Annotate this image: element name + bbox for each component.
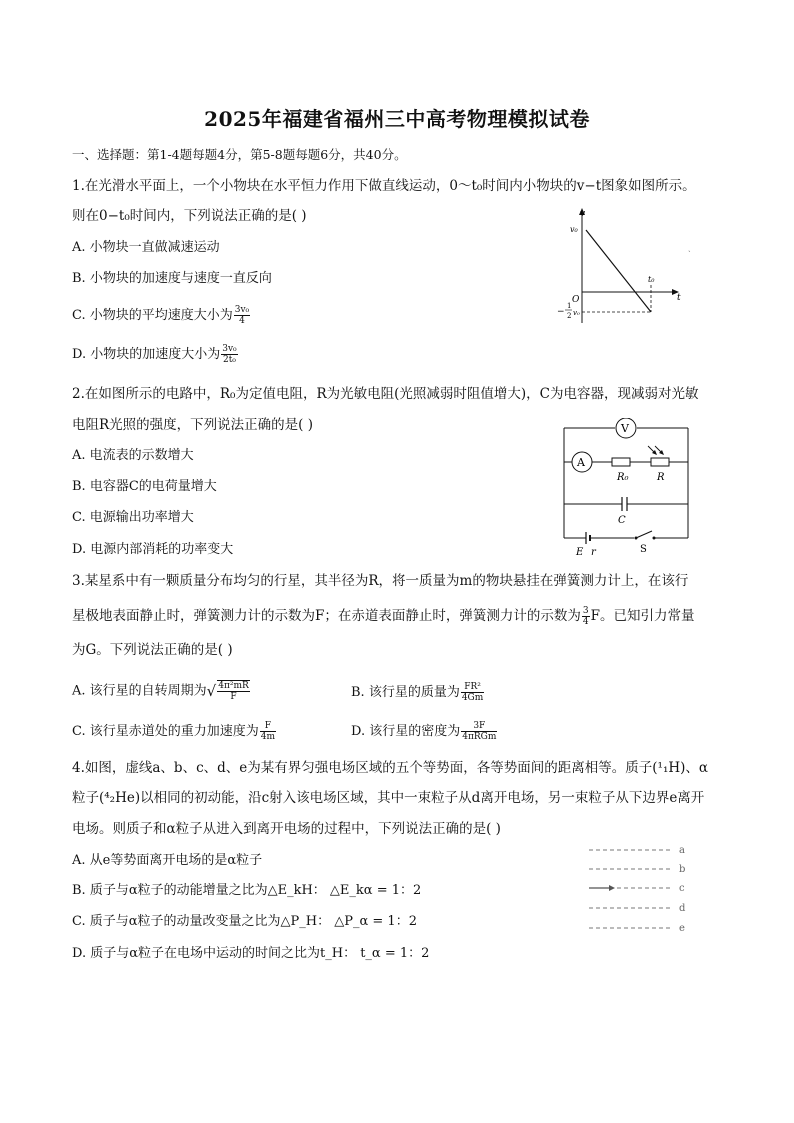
q1-c-den: 4 — [239, 316, 245, 326]
q3-option-c-text: C. 该行星赤道处的重力加速度为 — [72, 724, 259, 739]
q1-stem-line1: 1.在光滑水平面上，一个小物块在水平恒力作用下做直线运动，0～t₀时间内小物块的v−t图象如图所示。 — [72, 178, 696, 194]
q1-vt-graph — [548, 205, 698, 330]
q3-stem-fraction — [582, 606, 590, 627]
q1-option-c — [72, 305, 251, 326]
emf-label: E — [576, 547, 584, 558]
switch-label: S — [640, 544, 647, 555]
half-den: 2 — [567, 312, 572, 320]
r0-resistor-icon — [612, 458, 630, 466]
q3-stem-line2-a: 星极地表面静止时，弹簧测力计的示数为F；在赤道表面静止时，弹簧测力计的示数为 — [72, 608, 581, 624]
q3-option-b-text: B. 该行星的质量为 — [351, 685, 460, 700]
q1-c-num: 3v₀ — [234, 305, 250, 315]
vt-line — [586, 230, 651, 312]
q3-a-den: F — [230, 692, 237, 702]
v0-label: v₀ — [570, 225, 578, 234]
label-d: d — [679, 903, 686, 914]
label-b: b — [679, 864, 686, 875]
q3-d-den: 4πRGm — [462, 732, 497, 742]
page-title: 2025年福建省福州三中高考物理模拟试卷 — [204, 107, 590, 131]
neg-sign: − — [557, 307, 565, 317]
q3-option-d-fraction — [461, 721, 497, 742]
q3-option-d — [351, 721, 498, 742]
section-header: 一、选择题：第1-4题每题4分，第5-8题每题6分，共40分。 — [72, 147, 407, 162]
sqrt-icon: √ — [206, 682, 217, 700]
q3-b-den: 4Gm — [461, 693, 484, 703]
voltmeter-label: V — [621, 422, 629, 435]
q1-option-b: B. 小物块的加速度与速度一直反向 — [72, 271, 272, 286]
q1-stem-line2: 则在0−t₀时间内，下列说法正确的是( ) — [72, 208, 307, 224]
half-num: 1 — [567, 302, 572, 310]
q4-option-a: A. 从e等势面离开电场的是α粒子 — [72, 853, 263, 868]
q1-d-den: 2t₀ — [222, 355, 236, 365]
q2-option-d: D. 电源内部消耗的功率变大 — [72, 542, 234, 557]
particle-arrow-icon — [609, 885, 615, 891]
q2-stem-line2: 电阻R光照的强度，下列说法正确的是( ) — [72, 417, 313, 433]
q3-c-num: F — [260, 721, 276, 732]
q3-stem-line1: 3.某星系中有一颗质量分布均匀的行星，其半径为R，将一质量为m的物块悬挂在弹簧测力计上，在该行 — [72, 573, 689, 589]
q1-option-c-fraction — [234, 305, 250, 326]
q1-option-d-text: D. 小物块的加速度大小为 — [72, 347, 221, 362]
q1-option-c-text: C. 小物块的平均速度大小为 — [72, 308, 233, 323]
neg-v0-label: v₀ — [573, 309, 580, 317]
v-axis-label: v — [580, 209, 586, 219]
q1-option-d-fraction — [221, 344, 237, 365]
r0-label: R₀ — [617, 472, 629, 483]
q1-option-d — [72, 344, 239, 365]
q3-option-a — [72, 680, 251, 702]
q2-option-c: C. 电源输出功率增大 — [72, 510, 194, 525]
q3-option-c-fraction — [260, 721, 276, 742]
q3-option-a-text: A. 该行星的自转周期为 — [72, 683, 207, 699]
q2-option-a: A. 电流表的示数增大 — [72, 448, 194, 463]
q3-stem-num: 3 — [582, 606, 589, 616]
r-label: R — [657, 472, 665, 483]
q3-stem-line2 — [72, 606, 694, 627]
q3-option-b-fraction — [461, 682, 484, 703]
t0-label: t₀ — [648, 275, 655, 284]
q2-circuit-diagram — [558, 418, 693, 558]
label-a: a — [679, 845, 685, 856]
q2-stem-line1: 2.在如图所示的电路中，R₀为定值电阻，R为光敏电阻(光照减弱时阻值增大)，C为电容器，现减弱对光敏 — [72, 386, 699, 402]
q3-a-num: 4π²mR — [218, 681, 249, 691]
q2-option-b: B. 电容器C的电荷量增大 — [72, 479, 217, 494]
q4-equipotential-diagram — [585, 840, 695, 940]
internal-r-label: r — [591, 547, 596, 558]
q3-c-den: 4m — [260, 732, 276, 742]
q3-b-num: FR² — [461, 682, 484, 693]
t-axis-label: t — [677, 293, 681, 303]
label-c: c — [679, 883, 685, 894]
label-e: e — [679, 923, 685, 934]
q3-option-c — [72, 721, 277, 742]
capacitor-label: C — [618, 515, 626, 526]
q4-option-c: C. 质子与α粒子的动量改变量之比为△P_H： △P_α = 1：2 — [72, 914, 417, 929]
photoresistor-icon — [651, 458, 669, 466]
ammeter-label: A — [577, 456, 585, 469]
q4-stem-line1: 4.如图，虚线a、b、c、d、e为某有界匀强电场区域的五个等势面，各等势面间的距离相等。质子(¹₁H)、α — [72, 760, 709, 776]
q4-option-b: B. 质子与α粒子的动能增量之比为△E_kH： △E_kα = 1：2 — [72, 883, 422, 898]
q3-option-b — [351, 682, 485, 703]
q1-option-a: A. 小物块一直做减速运动 — [72, 240, 220, 255]
origin-label: O — [572, 295, 580, 305]
q3-d-num: 3F — [461, 721, 497, 732]
q3-option-a-fraction — [217, 680, 250, 702]
q3-stem-den: 4 — [582, 617, 589, 627]
q3-stem-line2-b: F。已知引力常量 — [590, 608, 695, 624]
q4-stem-line2: 粒子(⁴₂He)以相同的初动能，沿c射入该电场区域，其中一束粒子从d离开电场，另一束粒子从下边界e离开 — [72, 790, 705, 806]
q1-d-num: 3v₀ — [222, 344, 237, 354]
stray-mark: ˎ — [688, 243, 691, 252]
q3-option-d-text: D. 该行星的密度为 — [351, 724, 461, 739]
q4-stem-line3: 电场。则质子和α粒子从进入到离开电场的过程中，下列说法正确的是( ) — [72, 821, 501, 837]
q4-option-d: D. 质子与α粒子在电场中运动的时间之比为t_H： t_α = 1：2 — [72, 946, 430, 961]
q3-stem-line3: 为G。下列说法正确的是( ) — [72, 642, 233, 658]
